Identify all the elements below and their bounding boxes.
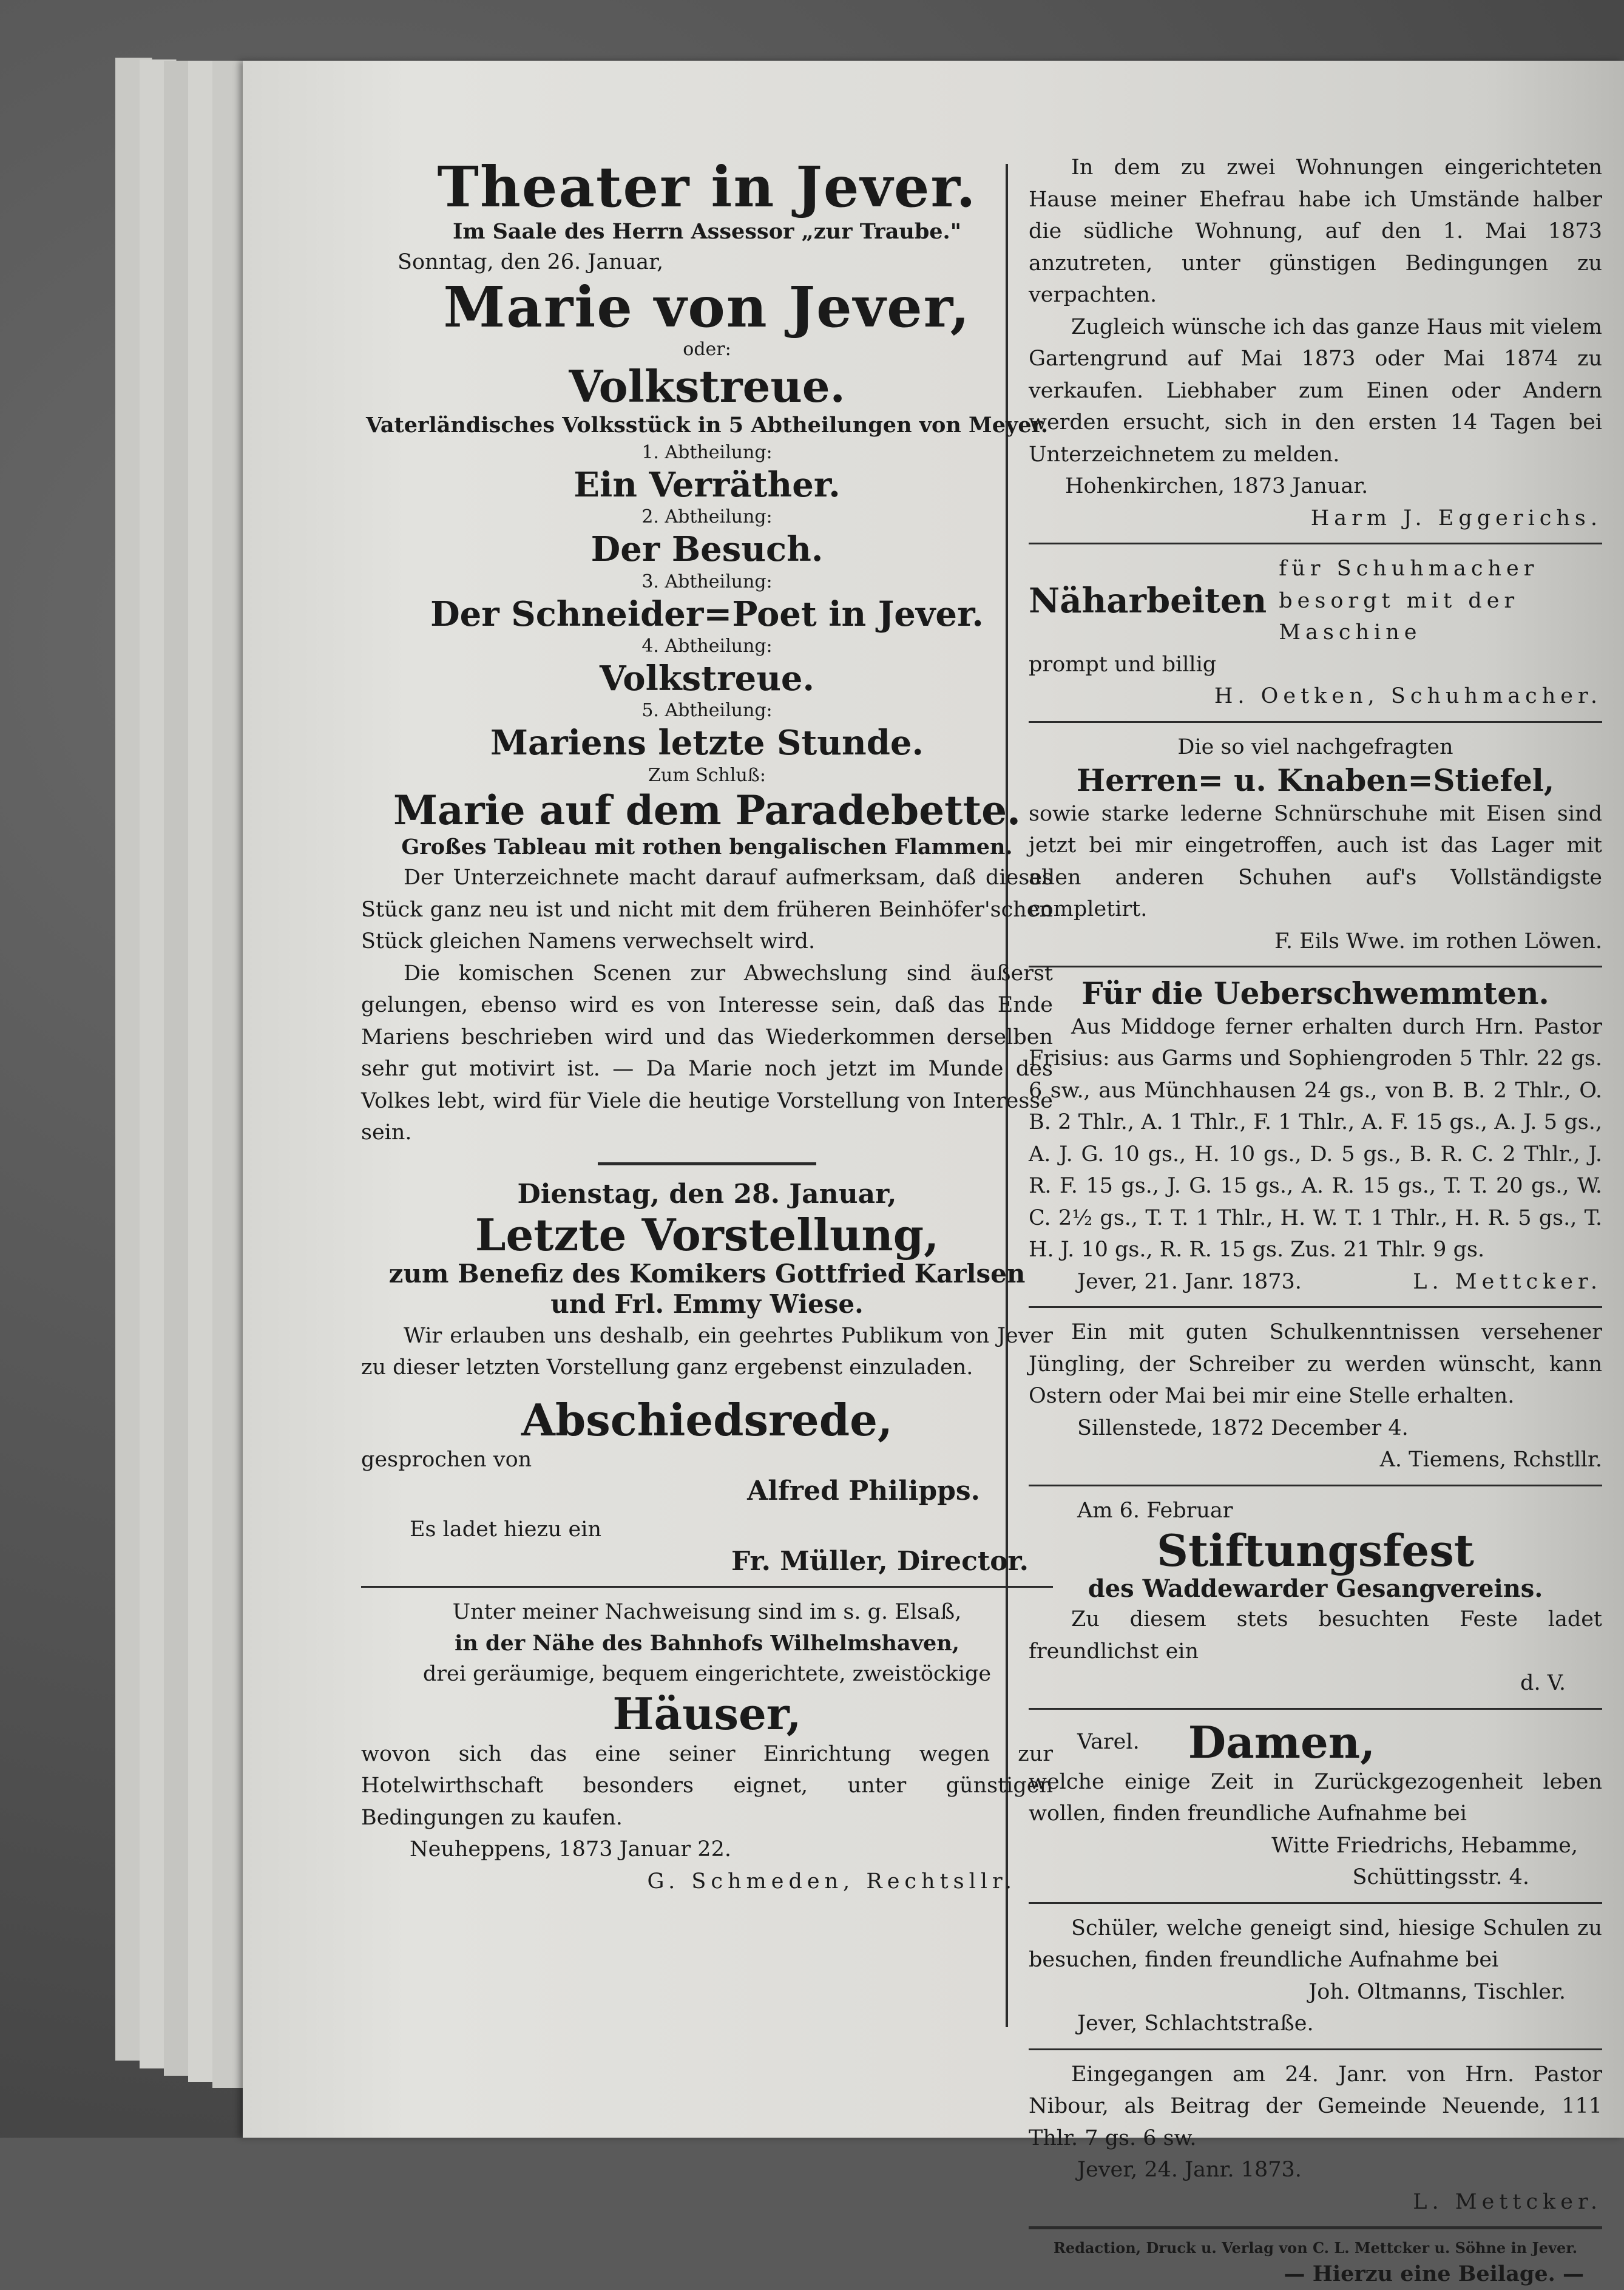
imprint-line: Redaction, Druck u. Verlag von C. L. Mettcker u. Söhne in Jever. <box>1053 2239 1578 2257</box>
section-rule <box>598 1162 816 1165</box>
donation-ad <box>1029 2059 1602 2218</box>
houses-signature: G. Schmeden, Rechtsllr. <box>647 1869 1017 1894</box>
festival-text: Zu diesem stets besuchten Feste ladet freundlichst ein <box>1029 1607 1602 1664</box>
section-rule <box>1029 2048 1602 2050</box>
sewing-text-1: für Schuhmacher besorgt mit der Maschine <box>1279 557 1539 645</box>
act-label: 1. Abtheilung: <box>641 441 773 463</box>
section-rule <box>1029 1306 1602 1308</box>
festival-subtitle: des Waddewarder Gesangvereins. <box>1088 1574 1543 1604</box>
flood-signature: L. Mettcker. <box>1413 1269 1602 1294</box>
ladies-address: Schüttingsstr. 4. <box>1352 1865 1529 1890</box>
houses-place-date: Neuheppens, 1873 Januar 22. <box>410 1837 731 1862</box>
act-title: Der Schneider=Poet in Jever. <box>430 594 984 634</box>
spoken-by-label: gesprochen von <box>361 1447 532 1472</box>
house-sale-ad <box>1029 152 1602 534</box>
pupils-ad <box>1029 1912 1602 2040</box>
flood-relief-ad <box>1029 976 1602 1298</box>
boots-signature: F. Eils Wwe. im rothen Löwen. <box>1274 929 1602 954</box>
act-label: 5. Abtheilung: <box>641 700 773 722</box>
festival-title: Stiftungsfest <box>1157 1525 1474 1576</box>
benefit-line: zum Benefiz des Komikers Gottfried Karlsen und Frl. Emmy Wiese. <box>388 1258 1026 1319</box>
theater-date: Sonntag, den 26. Januar, <box>398 249 664 274</box>
boots-text: sowie starke lederne Schnürschuhe mit Eisen sind jetzt bei mir eingetroffen, auch ist das Lager mit allen anderen Schuhen auf's Vollständigste completirt. <box>1029 801 1602 921</box>
tableau-line: Großes Tableau mit rothen bengalischen Flammen. <box>401 835 1013 860</box>
act-title: Mariens letzte Stunde. <box>490 723 924 764</box>
ladies-title: Damen, <box>1188 1716 1376 1768</box>
theater-venue: Im Saale des Herrn Assessor „zur Traube." <box>453 218 961 244</box>
pupils-text: Schüler, welche geneigt sind, hiesige Schulen zu besuchen, finden freundliche Aufnahme bei <box>1029 1916 1602 1973</box>
section-rule <box>1029 966 1602 967</box>
left-column <box>361 154 1053 1897</box>
donation-text: Eingegangen am 24. Janr. von Hrn. Pastor Nibour, als Beitrag der Gemeinde Neuende, 111 Thlr. 7 gs. 6 sw. <box>1029 2062 1602 2150</box>
play-title: Marie von Jever, <box>443 274 971 340</box>
houses-intro-1: Unter meiner Nachweisung sind im s. g. Elsaß, <box>452 1600 962 1625</box>
house-sale-signature: Harm J. Eggerichs. <box>1310 506 1602 530</box>
flood-place-date: Jever, 21. Janr. 1873. <box>1077 1269 1302 1294</box>
farewell-title: Abschiedsrede, <box>521 1394 893 1446</box>
pupils-signature: Joh. Oltmanns, Tischler. <box>1308 1979 1566 2004</box>
sewing-text-2: prompt und billig <box>1029 652 1217 677</box>
donation-signature: L. Mettcker. <box>1413 2189 1602 2214</box>
section-rule <box>1029 1708 1602 1710</box>
act-label: 3. Abtheilung: <box>641 571 773 592</box>
donation-place-date: Jever, 24. Janr. 1873. <box>1077 2158 1302 2183</box>
section-rule <box>1029 2226 1602 2229</box>
ladies-ad <box>1029 1718 1602 1894</box>
apprentice-place-date: Sillenstede, 1872 December 4. <box>1077 1415 1409 1440</box>
festival-ad <box>1029 1495 1602 1699</box>
festival-date: Am 6. Februar <box>1077 1498 1233 1523</box>
speaker-name: Alfred Philipps. <box>747 1475 980 1507</box>
invites-label: Es ladet hiezu ein <box>410 1517 602 1542</box>
finale-title: Marie auf dem Paradebette. <box>393 786 1021 834</box>
apprentice-signature: A. Tiemens, Rchstllr. <box>1379 1448 1602 1472</box>
theater-note-1: Der Unterzeichnete macht darauf aufmerksam, daß dieses Stück ganz neu ist und nicht mit dem früheren Beinhöfer'schen Stück gleichen Namens verwechselt wird. <box>361 866 1053 954</box>
finale-label: Zum Schluß: <box>648 764 766 786</box>
section-rule <box>361 1586 1053 1588</box>
theater-note-2: Die komischen Scenen zur Abwechslung sind äußerst gelungen, ebenso wird es von Interesse sein, daß das Ende Mariens beschrieben wird und das Wiederkommen derselben sehr gut motivirt ist. — Da Marie noch jetzt im Munde des Volkes lebt, wird für Viele die heutige Vorstellung von Interesse sein. <box>361 961 1053 1145</box>
house-sale-text: In dem zu zwei Wohnungen eingerichteten Hause meiner Ehefrau habe ich Umstände halber die südliche Wohnung, auf den 1. Mai 1873 anzutreten, unter günstigen Bedingungen zu verpachten. <box>1029 155 1602 307</box>
flood-text: Aus Middoge ferner erhalten durch Hrn. Pastor Frisius: aus Garms und Sophiengroden 5 Thlr. 22 gs. 6 sw., aus Münchhausen 24 gs., von B. B. 2 Thlr., O. B. 2 Thlr., A. 1 Thlr., F. 1 Thlr., A. F. 15 gs., A. J. 5 gs., A. J. G. 10 gs., H. 10 gs., D. 5 gs., B. R. C. 2 Thlr., J. R. F. 15 gs., J. G. 15 gs., A. R. 15 gs., T. T. 20 gs., W. C. 2½ gs., T. T. 1 Thlr., H. W. T. 1 Thlr., H. R. 5 gs., T. H. J. 10 gs., R. R. 15 gs. Zus. 21 Thlr. 9 gs. <box>1029 1014 1602 1262</box>
act-title: Der Besuch. <box>590 529 824 570</box>
ladies-place: Varel. <box>1077 1730 1140 1755</box>
flood-title: Für die Ueberschwemmten. <box>1081 975 1549 1011</box>
section-rule <box>1029 1485 1602 1486</box>
act-label: 2. Abtheilung: <box>641 506 773 528</box>
apprentice-text: Ein mit guten Schulkenntnissen versehener Jüngling, der Schreiber zu werden wünscht, kann Ostern oder Mai bei mir eine Stelle erhalten. <box>1029 1320 1602 1408</box>
apprentice-ad <box>1029 1316 1602 1476</box>
footer <box>1029 2238 1602 2290</box>
act-title: Ein Verräther. <box>573 464 841 505</box>
houses-advertisement <box>361 1596 1053 1897</box>
ladies-text: welche einige Zeit in Zurückgezogenheit leben wollen, finden freundliche Aufnahme bei <box>1029 1769 1602 1826</box>
supplement-note: — Hierzu eine Beilage. — <box>1284 2261 1584 2286</box>
last-show-title: Letzte Vorstellung, <box>475 1208 939 1261</box>
theater-title: Theater in Jever. <box>437 154 977 220</box>
section-rule <box>1029 1902 1602 1904</box>
alt-title: Volkstreue. <box>569 360 845 412</box>
play-genre: Vaterländisches Volksstück in 5 Abtheilungen von Meyer. <box>365 412 1049 438</box>
house-sale-place-date: Hohenkirchen, 1873 Januar. <box>1065 474 1369 498</box>
right-column <box>1029 152 1602 2290</box>
act-label: 4. Abtheilung: <box>641 635 773 657</box>
ladies-signature: Witte Friedrichs, Hebamme, <box>1271 1833 1578 1858</box>
invitation-text: Wir erlauben uns deshalb, ein geehrtes Publikum von Jever zu dieser letzten Vorstellung ganz ergebenst einzuladen. <box>361 1323 1053 1380</box>
sewing-signature: H. Oetken, Schuhmacher. <box>1214 684 1602 708</box>
houses-title: Häuser, <box>612 1688 802 1740</box>
pupils-address: Jever, Schlachtstraße. <box>1077 2011 1314 2036</box>
houses-intro-2: in der Nähe des Bahnhofs Wilhelmshaven, <box>455 1630 959 1656</box>
houses-intro-3: drei geräumige, bequem eingerichtete, zweistöckige <box>422 1661 992 1686</box>
section-rule <box>1029 721 1602 723</box>
festival-signature: d. V. <box>1520 1671 1566 1696</box>
boots-title: Herren= u. Knaben=Stiefel, <box>1076 762 1555 798</box>
section-rule <box>1029 543 1602 544</box>
house-sale-text-2: Zugleich wünsche ich das ganze Haus mit vielem Gartengrund auf Mai 1873 oder Mai 1874 zu verkaufen. Liebhaber zum Einen oder Andern werden ersucht, sich in den ersten 14 Tagen bei Unterzeichnetem zu melden. <box>1029 314 1602 467</box>
director-signature: Fr. Müller, Director. <box>731 1545 1029 1577</box>
act-title: Volkstreue. <box>599 659 815 699</box>
boots-intro: Die so viel nachgefragten <box>1177 734 1453 759</box>
sewing-ad <box>1029 553 1602 713</box>
houses-text: wovon sich das eine seiner Einrichtung wegen zur Hotelwirthschaft besonders eignet, unter günstigen Bedingungen zu kaufen. <box>361 1741 1053 1830</box>
boots-ad <box>1029 731 1602 958</box>
theater-advertisement <box>361 154 1053 1577</box>
second-date: Dienstag, den 28. Januar, <box>517 1178 897 1210</box>
sewing-title: Näharbeiten <box>1029 580 1267 621</box>
act-list <box>361 440 1053 763</box>
oder-label: oder: <box>683 338 731 360</box>
newspaper-page <box>243 61 1624 2286</box>
